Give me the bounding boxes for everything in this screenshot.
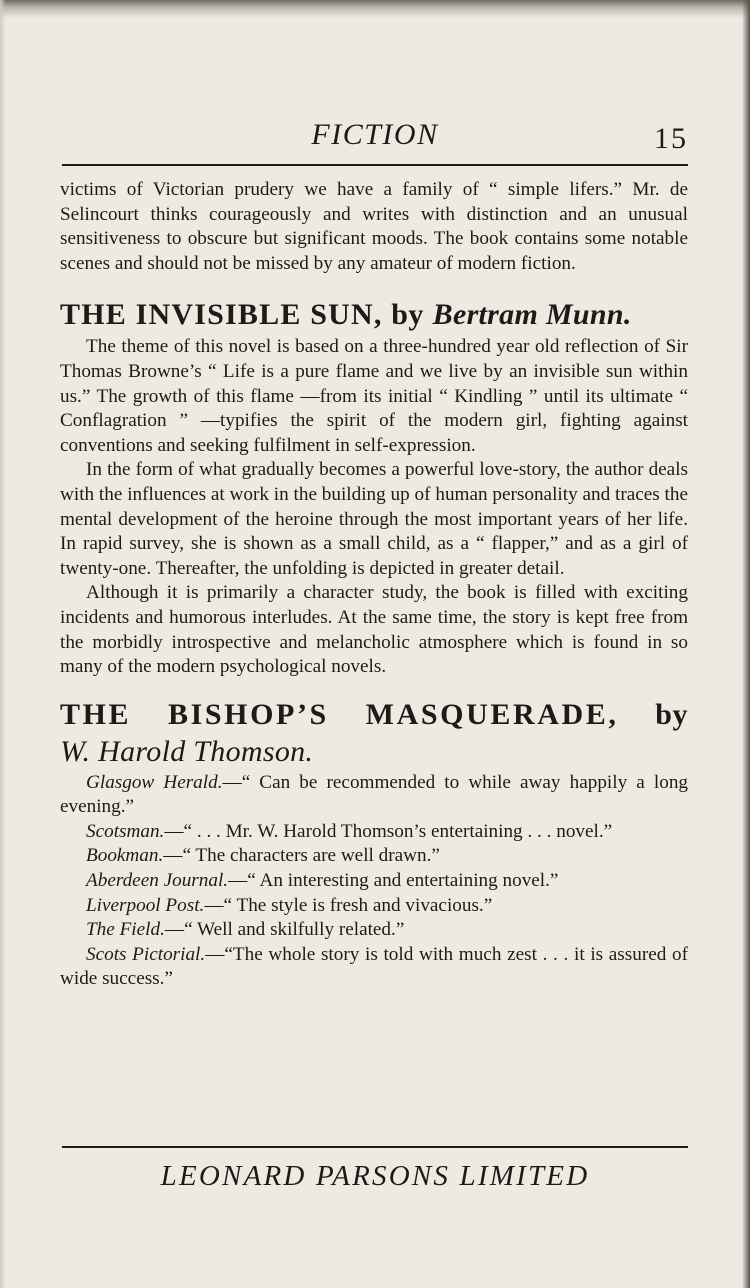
running-title: FICTION [311,118,439,151]
book-title: THE INVISIBLE SUN, [60,298,383,332]
review-quote: —“ The style is fresh and vivacious.” [204,894,493,916]
book-heading-bishops-masquerade [60,698,688,731]
page-right-edge-shadow [742,0,750,1288]
publisher-imprint: LEONARD PARSONS LIMITED [160,1160,590,1192]
press-review [60,820,688,845]
press-review [60,918,688,943]
review-source: The Field. [86,919,165,941]
book-author: W. Harold Thomson. [60,734,314,768]
review-source: Aberdeen Journal. [86,870,229,892]
review-source: Liverpool Post. [86,894,205,916]
press-review [60,771,688,820]
book-by: by [655,697,688,731]
press-review [60,844,688,869]
review-quote: —“ Can be recommended to while away happily a long evening.” [60,771,689,818]
review-quote: —“ An interesting and entertaining novel.” [228,870,559,892]
page-left-edge-shadow [0,0,6,1288]
header-rule [62,164,688,166]
running-head [62,116,688,160]
review-source: Bookman. [86,845,164,867]
book-by: by [391,298,424,332]
book-title: THE BISHOP’S MASQUERADE, [60,697,619,731]
page-number: 15 [654,122,688,155]
review-source: Scots Pictorial. [86,943,206,965]
book-description-paragraph: The theme of this novel is based on a three-hundred year old reflection of Sir Thomas Browne’s “ Life is a pure flame and we live by an invisible sun within us.” The growth of this flame —from its initial “ Kindling ” until its ultimate “ Conflagration ” —typifies the spirit of the modern girl, fighting against conventions and seeking fulfilment in self-expression. [60,336,688,456]
review-quote: —“ The characters are well drawn.” [163,845,440,867]
book-description-paragraph: Although it is primarily a character study, the book is filled with exciting incidents and humorous interludes. At the same time, the story is kept free from the morbidly introspective and melancholic atmosphere which is found in so many of the modern psychological novels. [60,582,688,678]
press-review [60,943,688,992]
review-quote: —“ . . . Mr. W. Harold Thomson’s entertaining . . . novel.” [164,820,613,842]
continued-paragraph: victims of Victorian prudery we have a family of “ simple lifers.” Mr. de Selincourt thinks courageously and writes with distinction and an unusual sensitiveness to obscure but significant moods. The book contains some notable scenes and should not be missed by any amateur of modern fiction. [60,179,688,274]
book-description-paragraph: In the form of what gradually becomes a powerful love-story, the author deals with the influences at work in the building up of human personality and traces the mental development of the heroine through the most important years of her life. In rapid survey, she is shown as a small child, as a “ flapper,” and as a girl of twenty-one. Thereafter, the unfolding is depicted in greater detail. [60,459,688,579]
body-text [60,178,688,992]
book-heading-invisible-sun [60,298,688,331]
review-quote: —“The whole story is told with much zest . . . it is assured of wide success.” [60,943,688,990]
press-review [60,894,688,919]
review-source: Glasgow Herald. [86,771,223,793]
press-review [60,869,688,894]
footer-rule [62,1146,688,1148]
review-quote: —“ Well and skilfully related.” [164,919,405,941]
book-author: Bertram Munn. [432,298,632,332]
review-source: Scotsman. [86,820,165,842]
page-top-edge-shadow [0,0,750,18]
